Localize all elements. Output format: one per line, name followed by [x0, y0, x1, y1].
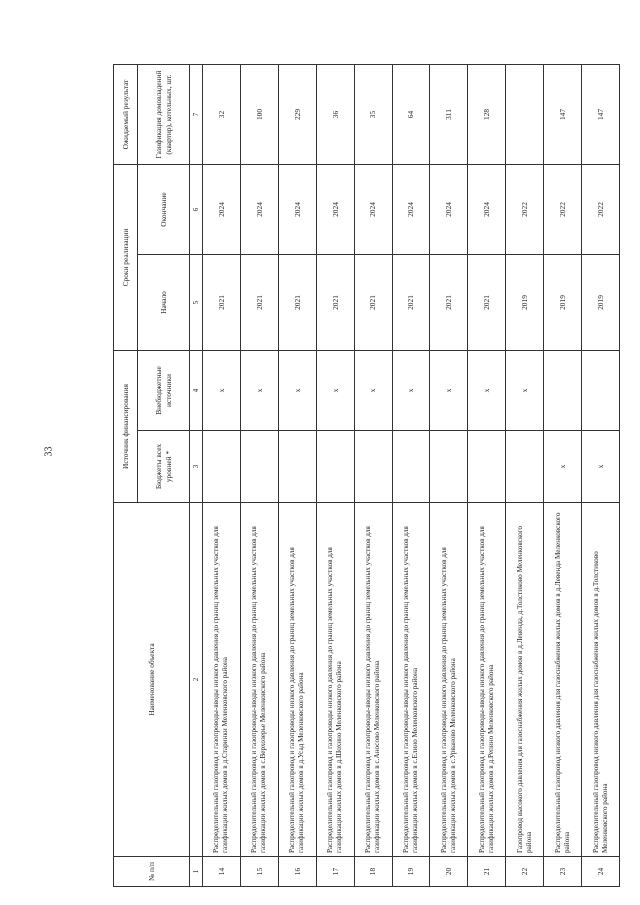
row-no: 18	[354, 857, 392, 887]
row-no: 22	[506, 857, 544, 887]
col-number: 3	[190, 431, 203, 503]
row-name: Распределительный газопровод и газопроводы-вводы низкого давления до границ земельных участков для газификации жилых домов в д.Репино Меленковского района	[468, 503, 506, 857]
table-row	[506, 65, 544, 887]
row-result	[506, 65, 544, 165]
row-budget	[203, 431, 241, 503]
row-budget	[240, 431, 278, 503]
row-no: 16	[278, 857, 316, 887]
row-no: 21	[468, 857, 506, 887]
row-name: Распределительный газопровод низкого давления для газоснабжения жилых домов в д.Толстиково Меленковского района	[582, 503, 620, 857]
table-row	[544, 65, 582, 887]
header-terms: Сроки реализации	[114, 165, 138, 351]
header-start: Начало	[138, 255, 190, 351]
row-extra: х	[430, 351, 468, 431]
row-result: 128	[468, 65, 506, 165]
row-result: 32	[203, 65, 241, 165]
row-no: 17	[316, 857, 354, 887]
row-extra: х	[354, 351, 392, 431]
header-funding-budget: Бюджеты всех уровней *	[138, 431, 190, 503]
table-row	[316, 65, 354, 887]
row-start: 2021	[316, 255, 354, 351]
row-budget	[506, 431, 544, 503]
header-end: Окончание	[138, 165, 190, 255]
row-start: 2019	[544, 255, 582, 351]
table-row	[278, 65, 316, 887]
row-budget	[392, 431, 430, 503]
row-end: 2024	[203, 165, 241, 255]
row-start: 2021	[354, 255, 392, 351]
row-end: 2024	[316, 165, 354, 255]
row-extra: х	[316, 351, 354, 431]
program-table	[113, 64, 620, 887]
table-row	[354, 65, 392, 887]
header-no: № п/п	[114, 857, 190, 887]
row-name: Распределительный газопровод и газопроводы низкого давления до границ земельных участков для газификации жилых домов в д.Усад Меленковского района	[278, 503, 316, 857]
row-end: 2024	[392, 165, 430, 255]
row-no: 15	[240, 857, 278, 887]
row-extra	[582, 351, 620, 431]
row-result: 35	[354, 65, 392, 165]
row-end: 2024	[354, 165, 392, 255]
row-no: 19	[392, 857, 430, 887]
row-start: 2021	[240, 255, 278, 351]
row-result: 311	[430, 65, 468, 165]
row-result: 147	[544, 65, 582, 165]
row-end: 2022	[544, 165, 582, 255]
row-name: Распределительный газопровод и газопроводы низкого давления до границ земельных участков для газификации жилых домов в с.Урвановo Меленковского района	[430, 503, 468, 857]
col-number: 1	[190, 857, 203, 887]
header-result: Ожидаемый результат	[114, 65, 138, 165]
row-end: 2024	[240, 165, 278, 255]
row-extra: х	[240, 351, 278, 431]
row-end: 2024	[430, 165, 468, 255]
row-extra: х	[278, 351, 316, 431]
col-number: 4	[190, 351, 203, 431]
table-row	[240, 65, 278, 887]
row-end: 2022	[582, 165, 620, 255]
rotated-table-container	[113, 65, 620, 887]
row-budget: х	[582, 431, 620, 503]
row-start: 2021	[278, 255, 316, 351]
header-funding: Источник финансирования	[114, 351, 138, 503]
row-start: 2021	[430, 255, 468, 351]
row-name: Распределительный газопровод и газопроводы-вводы низкого давления до границ земельных участков для газификации жилых домов в д.Старинки Меленковского района	[203, 503, 241, 857]
col-number: 6	[190, 165, 203, 255]
col-number: 5	[190, 255, 203, 351]
row-budget	[316, 431, 354, 503]
row-start: 2021	[203, 255, 241, 351]
row-start: 2019	[582, 255, 620, 351]
row-start: 2021	[468, 255, 506, 351]
row-name: Распределительный газопровод и газопроводы-вводы низкого давления до границ земельных участков для газификации жилых домов в с.Аносово Меленковского района	[354, 503, 392, 857]
table-row	[392, 65, 430, 887]
row-no: 23	[544, 857, 582, 887]
row-result: 36	[316, 65, 354, 165]
row-name: Распределительный газопровод и газопроводы-вводы низкого давления до границ земельных участков для газификации жилых домов в с.Верхозерье Меленковского района	[240, 503, 278, 857]
header-result-sub: Газификация домовладений (квартир), котельных, шт.	[138, 65, 190, 165]
row-extra: х	[506, 351, 544, 431]
row-budget	[278, 431, 316, 503]
row-name: Распределительный газопровод низкого давления для газоснабжения жилых домов в д.Левенда Меленковского района	[544, 503, 582, 857]
row-name: Распределительный газопровод и газопроводы-вводы низкого давления до границ земельных участков для газификации жилых домов в с.Елино Меленковского района	[392, 503, 430, 857]
header-funding-extra: Внебюджетные источники	[138, 351, 190, 431]
row-end: 2024	[468, 165, 506, 255]
table-row	[430, 65, 468, 887]
row-end: 2022	[506, 165, 544, 255]
col-number: 7	[190, 65, 203, 165]
row-result: 229	[278, 65, 316, 165]
row-extra: х	[468, 351, 506, 431]
page-number: 33	[43, 446, 55, 457]
row-no: 24	[582, 857, 620, 887]
row-extra: х	[203, 351, 241, 431]
row-result: 147	[582, 65, 620, 165]
row-end: 2024	[278, 165, 316, 255]
row-result: 100	[240, 65, 278, 165]
row-start: 2019	[506, 255, 544, 351]
row-no: 14	[203, 857, 241, 887]
row-extra: х	[392, 351, 430, 431]
header-name: Наименование объекта	[114, 503, 190, 857]
row-result: 64	[392, 65, 430, 165]
row-budget	[430, 431, 468, 503]
row-budget: х	[544, 431, 582, 503]
row-start: 2021	[392, 255, 430, 351]
row-extra	[544, 351, 582, 431]
row-no: 20	[430, 857, 468, 887]
table-row	[582, 65, 620, 887]
row-budget	[468, 431, 506, 503]
row-budget	[354, 431, 392, 503]
table-row	[468, 65, 506, 887]
row-name: Распределительный газопровод и газопроводы низкого давления до границ земельных участков для газификации жилых домов в д.Шохино Меленковского района	[316, 503, 354, 857]
col-number: 2	[190, 503, 203, 857]
row-name: Газопровод высокого давления для газоснабжения жилых домов в д.Левенда, д.Толстиково Меленковского района	[506, 503, 544, 857]
table-row	[203, 65, 241, 887]
